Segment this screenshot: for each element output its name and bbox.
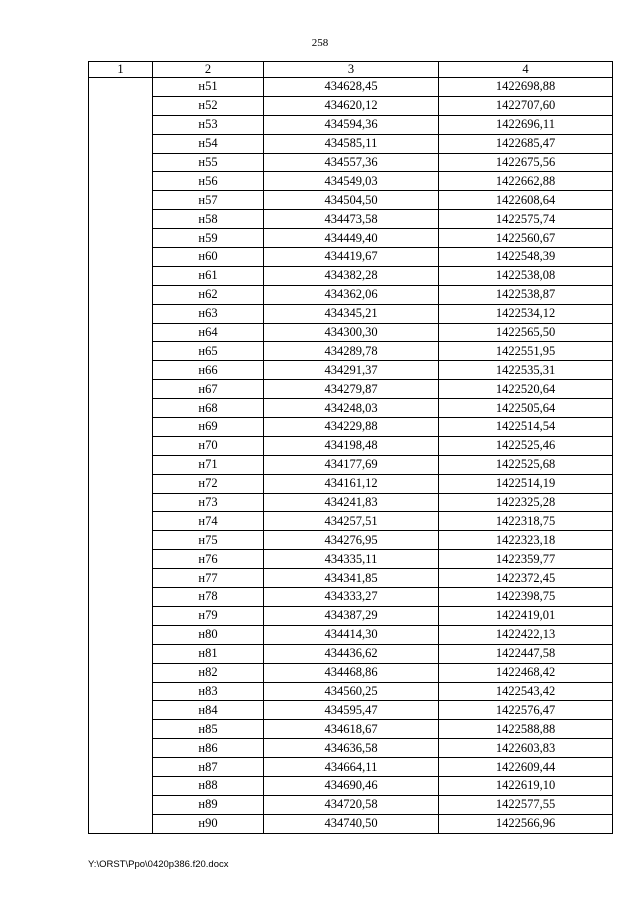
table-row xyxy=(89,191,613,210)
point-id-cell: н65 xyxy=(153,342,264,361)
table-row xyxy=(89,342,613,361)
y-coordinate-cell: 1422707,60 xyxy=(439,96,613,115)
table-row xyxy=(89,418,613,437)
point-id-cell: н81 xyxy=(153,644,264,663)
y-coordinate-cell: 1422603,83 xyxy=(439,739,613,758)
table-row xyxy=(89,739,613,758)
point-id-cell: н69 xyxy=(153,418,264,437)
x-coordinate-cell: 434560,25 xyxy=(264,682,439,701)
column-header-4: 4 xyxy=(439,62,613,78)
x-coordinate-cell: 434473,58 xyxy=(264,210,439,229)
table-row xyxy=(89,248,613,267)
point-id-cell: н59 xyxy=(153,229,264,248)
point-id-cell: н75 xyxy=(153,531,264,550)
table-row xyxy=(89,720,613,739)
x-coordinate-cell: 434664,11 xyxy=(264,758,439,777)
y-coordinate-cell: 1422525,46 xyxy=(439,436,613,455)
x-coordinate-cell: 434177,69 xyxy=(264,455,439,474)
x-coordinate-cell: 434161,12 xyxy=(264,474,439,493)
point-id-cell: н67 xyxy=(153,380,264,399)
x-coordinate-cell: 434291,37 xyxy=(264,361,439,380)
y-coordinate-cell: 1422372,45 xyxy=(439,569,613,588)
y-coordinate-cell: 1422560,67 xyxy=(439,229,613,248)
y-coordinate-cell: 1422662,88 xyxy=(439,172,613,191)
table-row xyxy=(89,172,613,191)
y-coordinate-cell: 1422538,08 xyxy=(439,266,613,285)
point-id-cell: н56 xyxy=(153,172,264,191)
x-coordinate-cell: 434618,67 xyxy=(264,720,439,739)
y-coordinate-cell: 1422359,77 xyxy=(439,550,613,569)
table-row xyxy=(89,380,613,399)
point-id-cell: н52 xyxy=(153,96,264,115)
y-coordinate-cell: 1422675,56 xyxy=(439,153,613,172)
x-coordinate-cell: 434449,40 xyxy=(264,229,439,248)
x-coordinate-cell: 434436,62 xyxy=(264,644,439,663)
point-id-cell: н61 xyxy=(153,266,264,285)
y-coordinate-cell: 1422685,47 xyxy=(439,134,613,153)
table-row xyxy=(89,361,613,380)
x-coordinate-cell: 434362,06 xyxy=(264,285,439,304)
y-coordinate-cell: 1422505,64 xyxy=(439,399,613,418)
y-coordinate-cell: 1422565,50 xyxy=(439,323,613,342)
point-id-cell: н71 xyxy=(153,455,264,474)
x-coordinate-cell: 434414,30 xyxy=(264,625,439,644)
table-row xyxy=(89,266,613,285)
coordinates-table xyxy=(88,61,613,834)
table-row xyxy=(89,78,613,97)
point-id-cell: н57 xyxy=(153,191,264,210)
y-coordinate-cell: 1422548,39 xyxy=(439,248,613,267)
table-row xyxy=(89,399,613,418)
y-coordinate-cell: 1422514,19 xyxy=(439,474,613,493)
y-coordinate-cell: 1422525,68 xyxy=(439,455,613,474)
point-id-cell: н74 xyxy=(153,512,264,531)
point-id-cell: н63 xyxy=(153,304,264,323)
page-number: 258 xyxy=(311,37,329,49)
point-id-cell: н77 xyxy=(153,569,264,588)
x-coordinate-cell: 434628,45 xyxy=(264,78,439,97)
y-coordinate-cell: 1422535,31 xyxy=(439,361,613,380)
table-row xyxy=(89,776,613,795)
table-row xyxy=(89,229,613,248)
y-coordinate-cell: 1422538,87 xyxy=(439,285,613,304)
y-coordinate-cell: 1422323,18 xyxy=(439,531,613,550)
table-row xyxy=(89,550,613,569)
x-coordinate-cell: 434387,29 xyxy=(264,606,439,625)
x-coordinate-cell: 434549,03 xyxy=(264,172,439,191)
point-id-cell: н86 xyxy=(153,739,264,758)
x-coordinate-cell: 434341,85 xyxy=(264,569,439,588)
table-row xyxy=(89,96,613,115)
y-coordinate-cell: 1422566,96 xyxy=(439,814,613,833)
point-id-cell: н66 xyxy=(153,361,264,380)
table-row xyxy=(89,663,613,682)
y-coordinate-cell: 1422468,42 xyxy=(439,663,613,682)
point-id-cell: н89 xyxy=(153,795,264,814)
table-row xyxy=(89,512,613,531)
y-coordinate-cell: 1422325,28 xyxy=(439,493,613,512)
y-coordinate-cell: 1422696,11 xyxy=(439,115,613,134)
point-id-cell: н85 xyxy=(153,720,264,739)
table-row xyxy=(89,758,613,777)
table-row xyxy=(89,134,613,153)
table-row xyxy=(89,210,613,229)
y-coordinate-cell: 1422698,88 xyxy=(439,78,613,97)
point-id-cell: н68 xyxy=(153,399,264,418)
point-id-cell: н76 xyxy=(153,550,264,569)
y-coordinate-cell: 1422577,55 xyxy=(439,795,613,814)
point-id-cell: н53 xyxy=(153,115,264,134)
x-coordinate-cell: 434419,67 xyxy=(264,248,439,267)
point-id-cell: н64 xyxy=(153,323,264,342)
y-coordinate-cell: 1422608,64 xyxy=(439,191,613,210)
table-row xyxy=(89,285,613,304)
table-row xyxy=(89,323,613,342)
y-coordinate-cell: 1422422,13 xyxy=(439,625,613,644)
point-id-cell: н72 xyxy=(153,474,264,493)
x-coordinate-cell: 434594,36 xyxy=(264,115,439,134)
x-coordinate-cell: 434382,28 xyxy=(264,266,439,285)
y-coordinate-cell: 1422619,10 xyxy=(439,776,613,795)
y-coordinate-cell: 1422447,58 xyxy=(439,644,613,663)
point-id-cell: н80 xyxy=(153,625,264,644)
x-coordinate-cell: 434636,58 xyxy=(264,739,439,758)
x-coordinate-cell: 434335,11 xyxy=(264,550,439,569)
point-id-cell: н58 xyxy=(153,210,264,229)
x-coordinate-cell: 434276,95 xyxy=(264,531,439,550)
table-row xyxy=(89,625,613,644)
table-row xyxy=(89,493,613,512)
point-id-cell: н79 xyxy=(153,606,264,625)
y-coordinate-cell: 1422588,88 xyxy=(439,720,613,739)
table-row xyxy=(89,115,613,134)
x-coordinate-cell: 434720,58 xyxy=(264,795,439,814)
table-row xyxy=(89,455,613,474)
x-coordinate-cell: 434690,46 xyxy=(264,776,439,795)
x-coordinate-cell: 434620,12 xyxy=(264,96,439,115)
y-coordinate-cell: 1422520,64 xyxy=(439,380,613,399)
table-row xyxy=(89,153,613,172)
table-row xyxy=(89,682,613,701)
table-row xyxy=(89,795,613,814)
y-coordinate-cell: 1422543,42 xyxy=(439,682,613,701)
x-coordinate-cell: 434300,30 xyxy=(264,323,439,342)
x-coordinate-cell: 434241,83 xyxy=(264,493,439,512)
y-coordinate-cell: 1422534,12 xyxy=(439,304,613,323)
table-row xyxy=(89,474,613,493)
column-header-1: 1 xyxy=(89,62,153,78)
point-id-cell: н78 xyxy=(153,588,264,607)
y-coordinate-cell: 1422576,47 xyxy=(439,701,613,720)
table-row xyxy=(89,531,613,550)
x-coordinate-cell: 434585,11 xyxy=(264,134,439,153)
table-row xyxy=(89,436,613,455)
table-row xyxy=(89,304,613,323)
point-id-cell: н82 xyxy=(153,663,264,682)
table-row xyxy=(89,588,613,607)
x-coordinate-cell: 434229,88 xyxy=(264,418,439,437)
column-header-2: 2 xyxy=(153,62,264,78)
table-header-row xyxy=(89,62,613,78)
footer-file-path: Y:\ORST\Ppo\0420p386.f20.docx xyxy=(88,859,229,870)
y-coordinate-cell: 1422419,01 xyxy=(439,606,613,625)
x-coordinate-cell: 434504,50 xyxy=(264,191,439,210)
table-row xyxy=(89,701,613,720)
point-id-cell: н60 xyxy=(153,248,264,267)
point-id-cell: н51 xyxy=(153,78,264,97)
x-coordinate-cell: 434279,87 xyxy=(264,380,439,399)
column-header-3: 3 xyxy=(264,62,439,78)
point-id-cell: н84 xyxy=(153,701,264,720)
point-id-cell: н83 xyxy=(153,682,264,701)
x-coordinate-cell: 434289,78 xyxy=(264,342,439,361)
x-coordinate-cell: 434198,48 xyxy=(264,436,439,455)
point-id-cell: н88 xyxy=(153,776,264,795)
point-id-cell: н62 xyxy=(153,285,264,304)
point-id-cell: н87 xyxy=(153,758,264,777)
table-row xyxy=(89,644,613,663)
x-coordinate-cell: 434595,47 xyxy=(264,701,439,720)
table-row xyxy=(89,606,613,625)
table-row xyxy=(89,814,613,833)
point-id-cell: н90 xyxy=(153,814,264,833)
x-coordinate-cell: 434557,36 xyxy=(264,153,439,172)
table-row xyxy=(89,569,613,588)
x-coordinate-cell: 434740,50 xyxy=(264,814,439,833)
x-coordinate-cell: 434248,03 xyxy=(264,399,439,418)
y-coordinate-cell: 1422318,75 xyxy=(439,512,613,531)
y-coordinate-cell: 1422514,54 xyxy=(439,418,613,437)
point-id-cell: н54 xyxy=(153,134,264,153)
y-coordinate-cell: 1422551,95 xyxy=(439,342,613,361)
point-id-cell: н70 xyxy=(153,436,264,455)
point-id-cell: н73 xyxy=(153,493,264,512)
y-coordinate-cell: 1422575,74 xyxy=(439,210,613,229)
table-body xyxy=(89,78,613,834)
x-coordinate-cell: 434345,21 xyxy=(264,304,439,323)
x-coordinate-cell: 434333,27 xyxy=(264,588,439,607)
x-coordinate-cell: 434257,51 xyxy=(264,512,439,531)
x-coordinate-cell: 434468,86 xyxy=(264,663,439,682)
point-id-cell: н55 xyxy=(153,153,264,172)
y-coordinate-cell: 1422609,44 xyxy=(439,758,613,777)
y-coordinate-cell: 1422398,75 xyxy=(439,588,613,607)
cell-col1-merged xyxy=(89,78,153,834)
